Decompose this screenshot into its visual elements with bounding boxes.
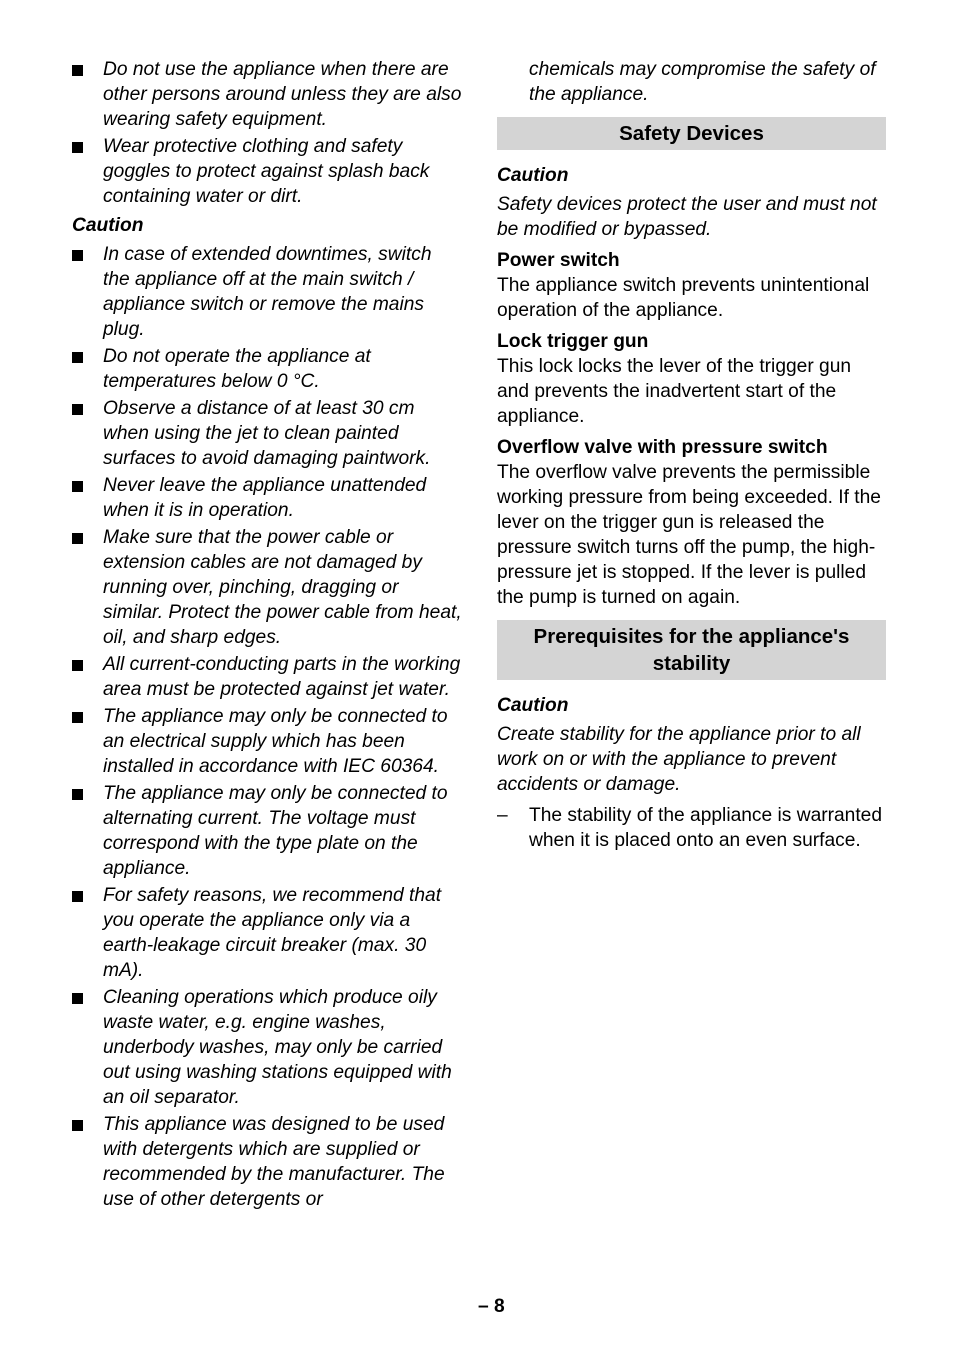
list-item: [72, 57, 462, 132]
subheading-power-switch: Power switch: [497, 250, 620, 271]
overflow-valve-text: The overflow valve prevents the permissible working pressure from being exceeded. If the lever on the trigger gun is released the pressure switch turns off the pump, the high-pressure jet is stopped. If the lever is pulled the pump is turned on again.: [497, 462, 881, 608]
right-column: [497, 57, 886, 853]
page-number: – 8: [478, 1296, 505, 1317]
list-item: [72, 134, 462, 209]
power-switch-text: The appliance switch prevents unintentional operation of the appliance.: [497, 275, 870, 321]
dash-marker: –: [497, 805, 508, 826]
list-item: [72, 396, 462, 471]
caution-text: Safety devices protect the user and must not be modified or bypassed.: [497, 194, 877, 240]
bullet-text: Observe a distance of at least 30 cm when using the jet to clean painted surfaces to avoid damaging paintwork.: [103, 398, 431, 469]
square-bullet-icon: [72, 789, 83, 800]
caution-heading: Caution: [497, 165, 569, 186]
list-item: [72, 525, 462, 650]
square-bullet-icon: [72, 250, 83, 261]
list-item: [72, 344, 462, 394]
caution-text: Create stability for the appliance prior to all work on or with the appliance to prevent accidents or damage.: [497, 724, 861, 795]
bullet-text: Wear protective clothing and safety goggles to protect against splash back containing water or dirt.: [103, 136, 430, 207]
bullet-text: Do not operate the appliance at temperatures below 0 °C.: [103, 346, 371, 392]
square-bullet-icon: [72, 533, 83, 544]
list-item: [72, 652, 462, 702]
list-item: [72, 704, 462, 779]
list-item: [72, 781, 462, 881]
section-heading-stability: Prerequisites for the appliance's stability: [497, 620, 886, 680]
list-item: [497, 803, 886, 853]
square-bullet-icon: [72, 481, 83, 492]
list-item: [72, 985, 462, 1110]
caution-heading: Caution: [72, 215, 144, 236]
square-bullet-icon: [72, 993, 83, 1004]
list-item: [72, 242, 462, 342]
bullet-text: For safety reasons, we recommend that you operate the appliance only via a earth-leakage circuit breaker (max. 30 mA).: [103, 885, 442, 981]
subheading-overflow-valve: Overflow valve with pressure switch: [497, 437, 828, 458]
square-bullet-icon: [72, 142, 83, 153]
square-bullet-icon: [72, 660, 83, 671]
bullet-text: The appliance may only be connected to an electrical supply which has been installed in accordance with IEC 60364.: [103, 706, 448, 777]
bullet-text: Make sure that the power cable or extension cables are not damaged by running over, pinching, dragging or similar. Protect the power cable from heat, oil, and sharp edges.: [103, 527, 462, 648]
continued-bullet-text: chemicals may compromise the safety of the appliance.: [529, 59, 876, 105]
left-column: [72, 57, 462, 1214]
list-item: [72, 1112, 462, 1212]
list-item: [72, 883, 462, 983]
caution-bullet-list: [72, 242, 462, 1212]
bullet-text: The appliance may only be connected to alternating current. The voltage must correspond with the type plate on the appliance.: [103, 783, 448, 879]
bullet-text: Do not use the appliance when there are other persons around unless they are also wearing safety equipment.: [103, 59, 462, 130]
stability-dash-list: [497, 803, 886, 853]
bullet-text: This appliance was designed to be used with detergents which are supplied or recommended by the manufacturer. The use of other detergents or: [103, 1114, 445, 1210]
bullet-text: Cleaning operations which produce oily waste water, e.g. engine washes, underbody washes, may only be carried out using washing stations equipped with an oil separator.: [103, 987, 452, 1108]
bullet-text: All current-conducting parts in the working area must be protected against jet water.: [103, 654, 461, 700]
bullet-text: In case of extended downtimes, switch the appliance off at the main switch / appliance switch or remove the mains plug.: [103, 244, 432, 340]
dash-item-text: The stability of the appliance is warranted when it is placed onto an even surface.: [529, 805, 883, 851]
square-bullet-icon: [72, 712, 83, 723]
square-bullet-icon: [72, 65, 83, 76]
square-bullet-icon: [72, 1120, 83, 1131]
caution-heading: Caution: [497, 695, 569, 716]
lock-trigger-gun-text: This lock locks the lever of the trigger gun and prevents the inadvertent start of the appliance.: [497, 356, 852, 427]
bullet-text: Never leave the appliance unattended when it is in operation.: [103, 475, 427, 521]
square-bullet-icon: [72, 404, 83, 415]
square-bullet-icon: [72, 891, 83, 902]
square-bullet-icon: [72, 352, 83, 363]
section-heading-safety-devices: Safety Devices: [497, 117, 886, 150]
safety-bullet-list-top: [72, 57, 462, 209]
subheading-lock-trigger-gun: Lock trigger gun: [497, 331, 649, 352]
list-item: [72, 473, 462, 523]
